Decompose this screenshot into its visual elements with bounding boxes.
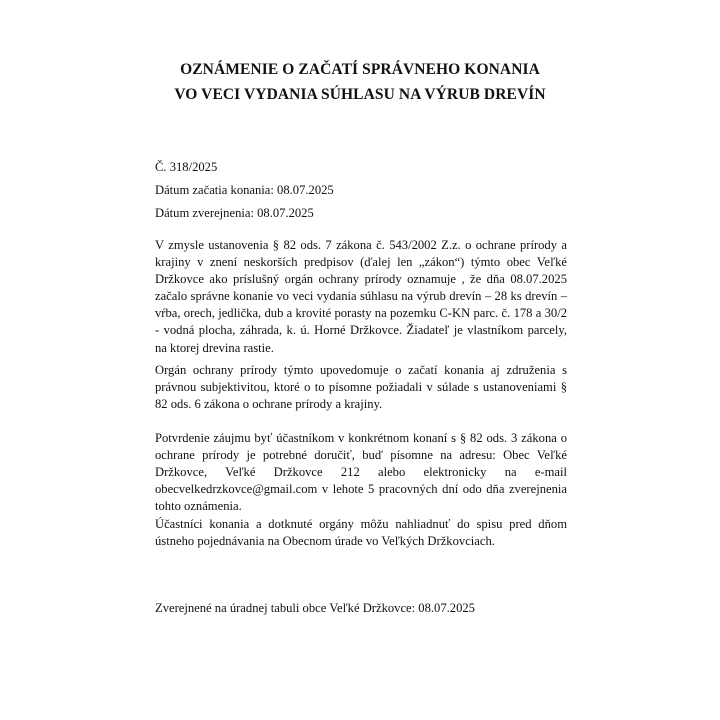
document-number: Č. 318/2025 [155, 160, 218, 174]
paragraph-legal-basis: V zmysle ustanovenia § 82 ods. 7 zákona č. 543/2002 Z.z. o ochrane prírody a krajiny v znení neskorších predpisov (ďalej len „zákon“) týmto obec Veľké Držkovce ako príslušný orgán ochrany prírody oznamuje , že dňa 08.07.2025 začalo správne konanie vo veci vydania súhlasu na výrub drevín – 28 ks drevín – vŕba, orech, jedlička, dub a krovité porasty na pozemku C-KN parc. č. 178 a 30/2 - vodná plocha, záhrada, k. ú. Horné Držkovce. Žiadateľ je vlastníkom parcely, na ktorej drevina rastie. [155, 238, 567, 355]
publish-date: Dátum zverejnenia: 08.07.2025 [155, 206, 314, 220]
paragraph-associations-notice: Orgán ochrany prírody týmto upovedomuje o začatí konania aj združenia s právnou subjektivitou, ktoré o to písomne požiadali v súlade s ustanoveniami § 82 ods. 6 zákona o ochrane prírody a krajiny. [155, 363, 567, 412]
document-title-line-1: OZNÁMENIE O ZAČATÍ SPRÁVNEHO KONANIA [180, 61, 540, 78]
publication-footer: Zverejnené na úradnej tabuli obce Veľké Držkovce: 08.07.2025 [155, 601, 475, 615]
start-date: Dátum začatia konania: 08.07.2025 [155, 183, 334, 197]
document-title-line-2: VO VECI VYDANIA SÚHLASU NA VÝRUB DREVÍN [174, 86, 546, 103]
paragraph-file-inspection: Účastníci konania a dotknuté orgány môžu nahliadnuť do spisu pred dňom ústneho pojednávania na Obecnom úrade vo Veľkých Držkovciach. [155, 517, 567, 549]
paragraph-participation-confirmation: Potvrdenie záujmu byť účastníkom v konkrétnom konaní s § 82 ods. 3 zákona o ochrane prírody je potrebné doručiť, buď písomne na adresu: Obec Veľké Držkovce, Veľké Držkovce 212 alebo elektronicky na e-mail obecvelkedrzkovce@gmail.com v lehote 5 pracovných dní odo dňa zverejnenia tohto oznámenia. [155, 431, 567, 514]
